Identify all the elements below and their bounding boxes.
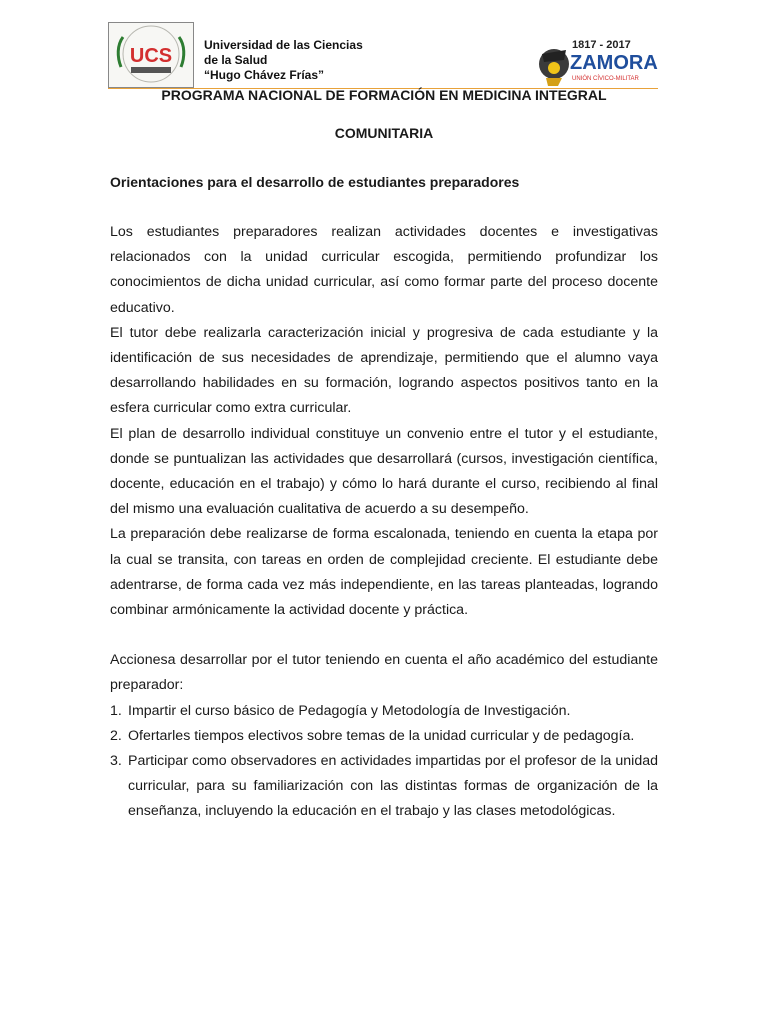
page-header xyxy=(0,0,768,92)
document-title-line-1: PROGRAMA NACIONAL DE FORMACIÓN EN MEDICINA INTEGRAL xyxy=(161,87,607,103)
list-item xyxy=(110,749,658,825)
list-item-text: Participar como observadores en actividades impartidas por el profesor de la unidad curricular, para su familiarización con las distintas formas de organización de la enseñanza, incluyendo la educación en el trabajo y las clases metodológicas. xyxy=(128,753,658,820)
paragraph: Los estudiantes preparadores realizan actividades docentes e investigativas relacionados con la unidad curricular escogida, permitiendo profundizar los conocimientos de dicha unidad curricular, así como formar parte del proceso docente educativo. xyxy=(110,224,658,316)
paragraph: La preparación debe realizarse de forma escalonada, teniendo en cuenta la etapa por la cual se transita, con tareas en orden de complejidad creciente. El estudiante debe adentrarse, de forma cada vez más independiente, en las tareas planteadas, logrando combinar armónicamente la actividad docente y práctica. xyxy=(110,526,658,619)
blank-line xyxy=(110,623,658,648)
institution-line: “Hugo Chávez Frías” xyxy=(204,68,325,82)
svg-text:ZAMORA: ZAMORA xyxy=(570,52,658,74)
ucs-logo xyxy=(108,22,194,88)
list-number: 1. xyxy=(110,702,122,719)
actions-list xyxy=(110,699,658,825)
svg-text:UNIÓN CÍVICO-MILITAR: UNIÓN CÍVICO-MILITAR xyxy=(572,76,639,82)
list-number: 3. xyxy=(110,753,122,770)
document-title-line-2: COMUNITARIA xyxy=(334,125,434,141)
institution-line: Universidad de las Ciencias xyxy=(204,38,363,52)
list-item xyxy=(110,724,658,749)
actions-intro: Accionesa desarrollar por el tutor teniendo en cuenta el año académico del estudiante preparador: xyxy=(110,652,658,694)
institution-name xyxy=(204,38,363,83)
list-item-text: Impartir el curso básico de Pedagogía y Metodología de Investigación. xyxy=(128,702,571,719)
list-item-text: Ofertarles tiempos electivos sobre temas de la unidad curricular y de pedagogía. xyxy=(128,727,635,744)
institution-line: de la Salud xyxy=(204,53,268,67)
list-item xyxy=(110,699,658,724)
paragraph: El plan de desarrollo individual constituye un convenio entre el tutor y el estudiante, donde se puntualizan las actividades que desarrollará (cursos, investigación científica, docente, educación en el trabajo) y cómo lo hará durante el curso, recibiendo al final del mismo una evaluación cualitativa de acuerdo a su desempeño. xyxy=(110,425,658,518)
list-number: 2. xyxy=(110,727,122,744)
section-heading: Orientaciones para el desarrollo de estudiantes preparadores xyxy=(110,174,520,190)
paragraph: El tutor debe realizarla caracterización inicial y progresiva de cada estudiante y la identificación de sus necesidades de aprendizaje, permitiendo que el alumno vaya desarrollando habilidades en su formación, logrando aspectos positivos tanto en la esfera curricular como extra curricular. xyxy=(110,324,658,417)
zamora-logo xyxy=(536,36,658,88)
svg-text:1817 - 2017: 1817 - 2017 xyxy=(572,39,631,51)
svg-text:UCS: UCS xyxy=(129,45,173,67)
document-body xyxy=(110,220,658,825)
